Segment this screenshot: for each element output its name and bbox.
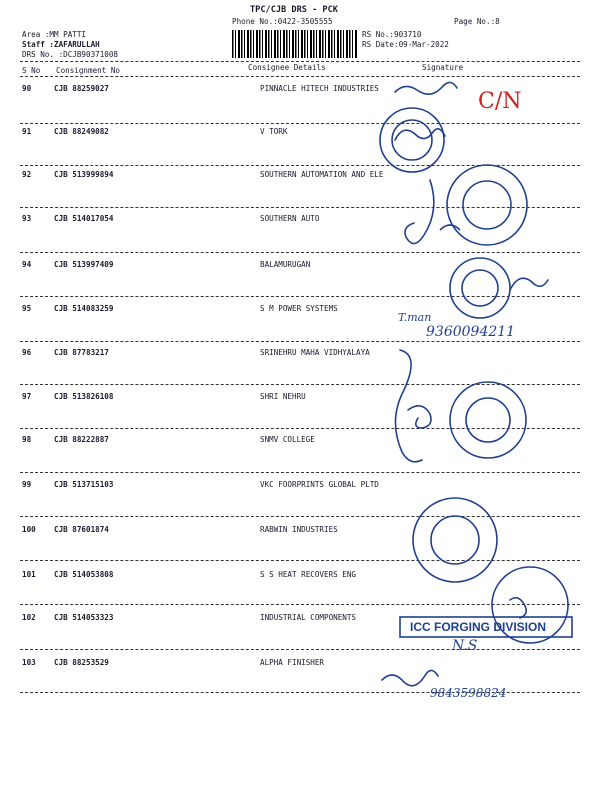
check-mark: [440, 225, 460, 230]
round-stamp-inner: [462, 270, 498, 306]
row-sno: 92: [22, 170, 32, 179]
row-sno: 96: [22, 348, 32, 357]
row-consignment: CJB 514053323: [54, 613, 114, 622]
row-consignment: CJB 514083259: [54, 304, 114, 313]
document-title: TPC/CJB DRS - PCK: [250, 5, 338, 15]
row-consignee: SOUTHERN AUTOMATION AND ELE: [260, 170, 384, 179]
area-label: Area :MM PATTI: [22, 30, 87, 39]
signature-mark: [510, 598, 526, 618]
round-stamp-inner: [466, 398, 510, 442]
row-consignee: ALPHA FINISHER: [260, 658, 325, 667]
row-consignment: CJB 514053808: [54, 570, 114, 579]
rs-number: RS No.:903710: [362, 30, 422, 39]
row-sno: 94: [22, 260, 32, 269]
signature-mark: [395, 82, 457, 94]
handwritten-ns: N.S: [452, 638, 478, 654]
row-consignee: S M POWER SYSTEMS: [260, 304, 338, 313]
row-consignment: CJB 87783217: [54, 348, 109, 357]
row-consignee: S S HEAT RECOVERS ENG: [260, 570, 357, 579]
row-sno: 93: [22, 214, 32, 223]
row-consignee: SNMV COLLEGE: [260, 435, 315, 444]
page-number: Page No.:8: [454, 17, 500, 26]
signature-mark: [382, 670, 438, 685]
signature-mark: [510, 278, 548, 290]
row-sno: 100: [22, 525, 36, 534]
row-consignee: PINNACLE HITECH INDUSTRIES: [260, 84, 379, 93]
staff-label: Staff :ZAFARULLAH: [22, 40, 100, 49]
row-consignment: CJB 513826108: [54, 392, 114, 401]
row-sno: 97: [22, 392, 32, 401]
icc-stamp-label: ICC FORGING DIVISION: [410, 620, 547, 634]
handwritten-phone: 9360094211: [426, 324, 516, 340]
column-header-sno: S No: [22, 66, 41, 75]
row-consignee: INDUSTRIAL COMPONENTS: [260, 613, 357, 622]
row-consignment: CJB 513999894: [54, 170, 114, 179]
round-stamp-inner: [431, 516, 479, 564]
handwritten-phone: 9843598824: [430, 686, 507, 700]
row-sno: 103: [22, 658, 36, 667]
rs-date: RS Date:09-Mar-2022: [362, 40, 449, 49]
signature-mark: [395, 129, 445, 140]
column-header-consignment: Consignment No: [56, 66, 121, 75]
signature-mark: [408, 406, 431, 428]
row-consignee: SRINEHRU MAHA VIDHYALAYA: [260, 348, 370, 357]
drs-number: DRS No. :DCJB90371008: [22, 50, 119, 59]
row-consignee: VKC FOORPRINTS GLOBAL PLTD: [260, 480, 379, 489]
phone-number: Phone No.:0422-3505555: [232, 17, 333, 26]
row-sno: 101: [22, 570, 36, 579]
round-stamp-inner: [463, 181, 511, 229]
row-consignment: CJB 88222887: [54, 435, 109, 444]
row-consignee: BALAMURUGAN: [260, 260, 311, 269]
round-stamp: [447, 165, 527, 245]
row-consignment: CJB 88253529: [54, 658, 109, 667]
row-consignment: CJB 88249082: [54, 127, 109, 136]
row-sno: 99: [22, 480, 32, 489]
row-consignee: RABWIN INDUSTRIES: [260, 525, 338, 534]
row-sno: 98: [22, 435, 32, 444]
handwritten-name: T.man: [398, 311, 432, 324]
row-sno: 90: [22, 84, 32, 93]
column-header-signature: Signature: [422, 63, 464, 72]
round-stamp: [380, 108, 444, 172]
signature-mark: [405, 180, 434, 244]
column-header-consignee: Consignee Details: [248, 63, 326, 72]
cn-mark: C/N: [478, 89, 522, 114]
row-sno: 102: [22, 613, 36, 622]
row-consignment: CJB 88259027: [54, 84, 109, 93]
row-consignment: CJB 513997409: [54, 260, 114, 269]
round-stamp-inner: [392, 120, 432, 160]
row-consignee: V TORK: [260, 127, 288, 136]
round-stamp: [413, 498, 497, 582]
row-consignment: CJB 514017054: [54, 214, 114, 223]
row-sno: 91: [22, 127, 32, 136]
row-consignee: SHRI NEHRU: [260, 392, 306, 401]
row-consignee: SOUTHERN AUTO: [260, 214, 320, 223]
row-consignment: CJB 513715103: [54, 480, 114, 489]
row-sno: 95: [22, 304, 32, 313]
round-stamp: [450, 382, 526, 458]
row-consignment: CJB 87601874: [54, 525, 109, 534]
round-stamp: [450, 258, 510, 318]
